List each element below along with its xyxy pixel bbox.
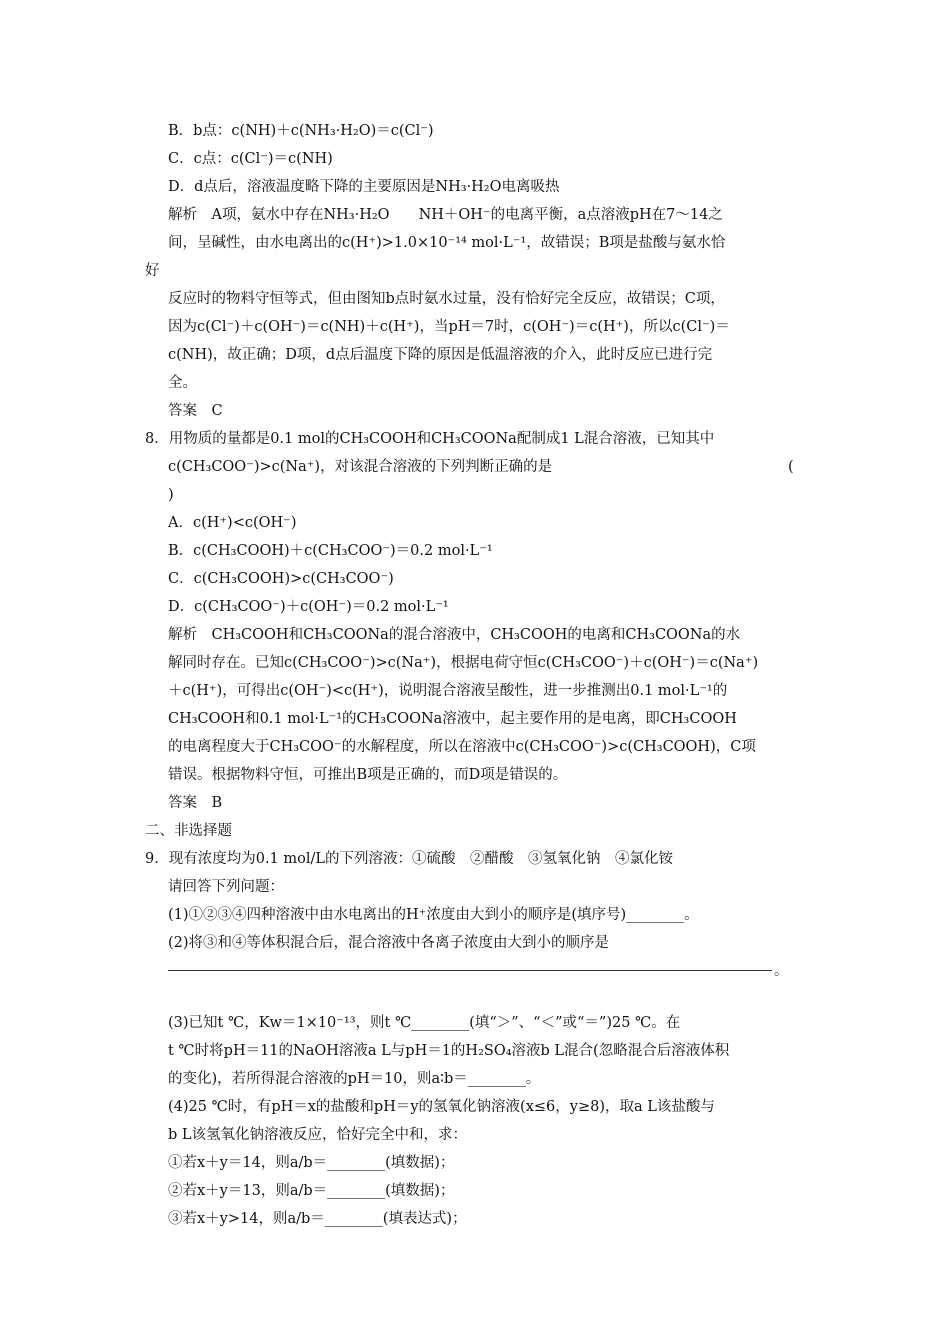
text-line: ②若x＋y＝13，则a/b＝________(填数据)； [168, 1183, 455, 1199]
text-line: 因为c(Cl⁻)＋c(OH⁻)＝c(NH)＋c(H⁺)，当pH＝7时，c(OH⁻)＝c(H⁺)，所以c(Cl⁻)＝ [168, 319, 730, 335]
text-line: D．c(CH₃COO⁻)＋c(OH⁻)＝0.2 mol·L⁻¹ [168, 599, 449, 615]
text-line: (2)将③和④等体积混合后，混合溶液中各离子浓度由大到小的顺序是 [168, 935, 610, 951]
text-line: c(NH)，故正确；D项，d点后温度下降的原因是低温溶液的介入，此时反应已进行完 [168, 347, 713, 363]
text-line: ( [788, 459, 794, 475]
text-line: (4)25 ℃时，有pH＝x的盐酸和pH＝y的氢氧化钠溶液(x≤6，y≥8)，取a L该盐酸与 [168, 1099, 715, 1115]
text-line: 反应时的物料守恒等式，但由图知b点时氨水过量，没有恰好完全反应，故错误；C项， [168, 291, 725, 307]
text-line: 解同时存在。已知c(CH₃COO⁻)>c(Na⁺)，根据电荷守恒c(CH₃COO⁻)＋c(OH⁻)＝c(Na⁺) [168, 655, 759, 671]
text-line: 答案 B [168, 795, 223, 811]
answer-blank-line [168, 970, 772, 971]
text-line: 间，呈碱性，由水电离出的c(H⁺)>1.0×10⁻¹⁴ mol·L⁻¹，故错误；B项是盐酸与氨水恰 [168, 235, 726, 251]
text-line: 二、非选择题 [145, 823, 232, 839]
text-line: ①若x＋y＝14，则a/b＝________(填数据)； [168, 1155, 455, 1171]
text-line: 解析 A项，氨水中存在NH₃·H₂O NH＋OH⁻的电离平衡，a点溶液pH在7～14之 [168, 207, 723, 223]
text-line: t ℃时将pH＝11的NaOH溶液a L与pH＝1的H₂SO₄溶液b L混合(忽略混合后溶液体积 [168, 1043, 730, 1059]
text-line: A．c(H⁺)<c(OH⁻) [168, 515, 297, 531]
text-line: 全。 [168, 375, 197, 391]
text-line: C．c(CH₃COOH)>c(CH₃COO⁻) [168, 571, 394, 587]
text-line: 错误。根据物料守恒，可推出B项是正确的，而D项是错误的。 [168, 767, 568, 783]
text-line: 9．现有浓度均为0.1 mol/L的下列溶液：①硫酸 ②醋酸 ③氢氧化钠 ④氯化铵 [145, 851, 674, 867]
text-line: 答案 C [168, 403, 223, 419]
text-line: 解析 CH₃COOH和CH₃COONa的混合溶液中，CH₃COOH的电离和CH₃COONa的水 [168, 627, 741, 643]
text-line: 的电离程度大于CH₃COO⁻的水解程度，所以在溶液中c(CH₃COO⁻)>c(CH₃COOH)，C项 [168, 739, 756, 755]
text-line: B．c(CH₃COOH)＋c(CH₃COO⁻)＝0.2 mol·L⁻¹ [168, 543, 493, 559]
text-line: c(CH₃COO⁻)>c(Na⁺)，对该混合溶液的下列判断正确的是 [168, 459, 553, 475]
text-line: ) [168, 487, 174, 503]
text-line: C．c点：c(Cl⁻)＝c(NH) [168, 151, 333, 167]
text-line: 好 [145, 263, 160, 279]
text-line: b L该氢氧化钠溶液反应，恰好完全中和，求： [168, 1127, 468, 1143]
text-line: (1)①②③④四种溶液中由水电离出的H⁺浓度由大到小的顺序是(填序号)________。 [168, 907, 699, 923]
text-line: 的变化)，若所得混合溶液的pH＝10，则a∶b＝________。 [168, 1071, 541, 1087]
text-line: ③若x＋y>14，则a/b＝________(填表达式)； [168, 1211, 467, 1227]
text-line: D．d点后，溶液温度略下降的主要原因是NH₃·H₂O电离吸热 [168, 179, 560, 195]
text-line: 请回答下列问题： [168, 879, 284, 895]
text-line: B．b点：c(NH)＋c(NH₃·H₂O)＝c(Cl⁻) [168, 123, 434, 139]
text-line: 8．用物质的量都是0.1 mol的CH₃COOH和CH₃COONa配制成1 L混合溶液，已知其中 [145, 431, 715, 447]
text-line: CH₃COOH和0.1 mol·L⁻¹的CH₃COONa溶液中，起主要作用的是电离，即CH₃COOH [168, 711, 737, 727]
text-line: (3)已知t ℃，Kw＝1×10⁻¹³，则t ℃________(填“＞”、“＜”或“＝”)25 ℃。在 [168, 1015, 681, 1031]
text-line: ＋c(H⁺)，可得出c(OH⁻)<c(H⁺)，说明混合溶液呈酸性，进一步推测出0.1 mol·L⁻¹的 [168, 683, 728, 699]
text-line: 。 [774, 963, 789, 979]
